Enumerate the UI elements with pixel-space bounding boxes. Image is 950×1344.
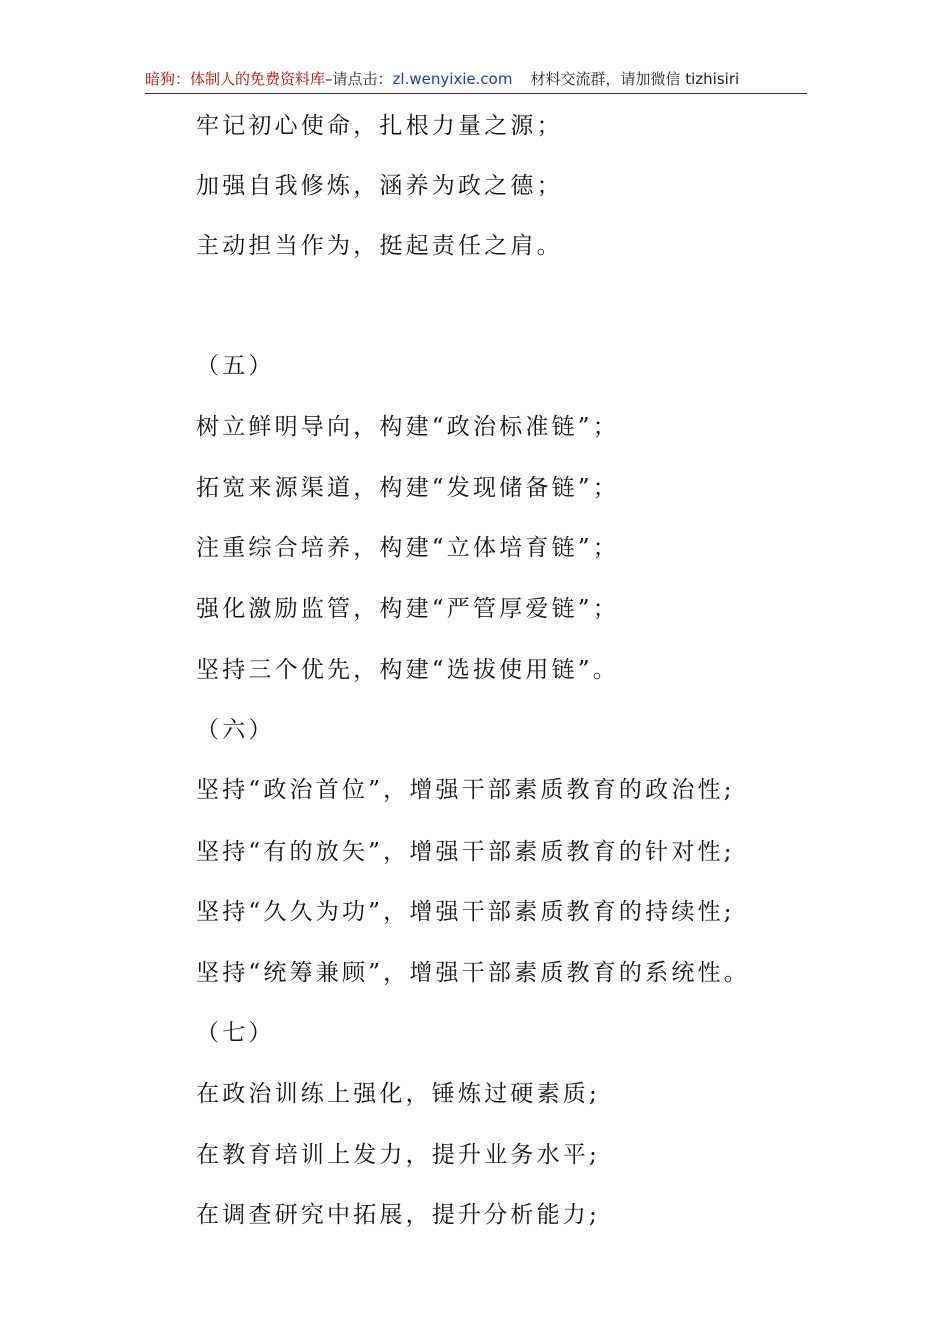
- body-line: 拓宽来源渠道，构建“发现储备链”；: [196, 475, 619, 501]
- body-line: 在调查研究中拓展，提升分析能力;: [196, 1202, 600, 1228]
- header-divider: [145, 93, 807, 94]
- body-line: 注重综合培养，构建“立体培育链”；: [196, 535, 619, 561]
- header-group-text: 材料交流群，请加微信 tizhisiri: [530, 70, 740, 88]
- section-heading-5: （五）: [196, 353, 275, 379]
- body-line: 坚持三个优先，构建“选拔使用链”。: [196, 657, 619, 683]
- page-header: [145, 66, 807, 92]
- section-heading-6: （六）: [196, 717, 275, 743]
- body-line: 主动担当作为，挺起责任之肩。: [196, 233, 563, 259]
- body-line: 树立鲜明导向，构建“政治标准链”；: [196, 414, 619, 440]
- body-line: 牢记初心使命，扎根力量之源；: [196, 113, 563, 139]
- body-line: 在教育培训上发力，提升业务水平;: [196, 1142, 600, 1168]
- body-line: 坚持“久久为功”，增强干部素质教育的持续性;: [196, 899, 735, 925]
- body-line: 坚持“政治首位”，增强干部素质教育的政治性;: [196, 777, 735, 803]
- body-line: 在政治训练上强化，锤炼过硬素质;: [196, 1081, 600, 1107]
- body-line: 强化激励监管，构建“严管厚爱链”；: [196, 596, 619, 622]
- body-line: 坚持“统筹兼顾”，增强干部素质教育的系统性。: [196, 960, 750, 986]
- body-line: 加强自我修炼，涵养为政之德；: [196, 173, 563, 199]
- header-link-prompt: –请点击：: [325, 70, 393, 88]
- section-heading-7: （七）: [196, 1020, 275, 1046]
- header-site-name: 暗狗：体制人的免费资料库: [145, 70, 326, 88]
- header-url-link[interactable]: zl.wenyixie.com: [392, 70, 513, 88]
- body-line: 坚持“有的放矢”，增强干部素质教育的针对性;: [196, 839, 735, 865]
